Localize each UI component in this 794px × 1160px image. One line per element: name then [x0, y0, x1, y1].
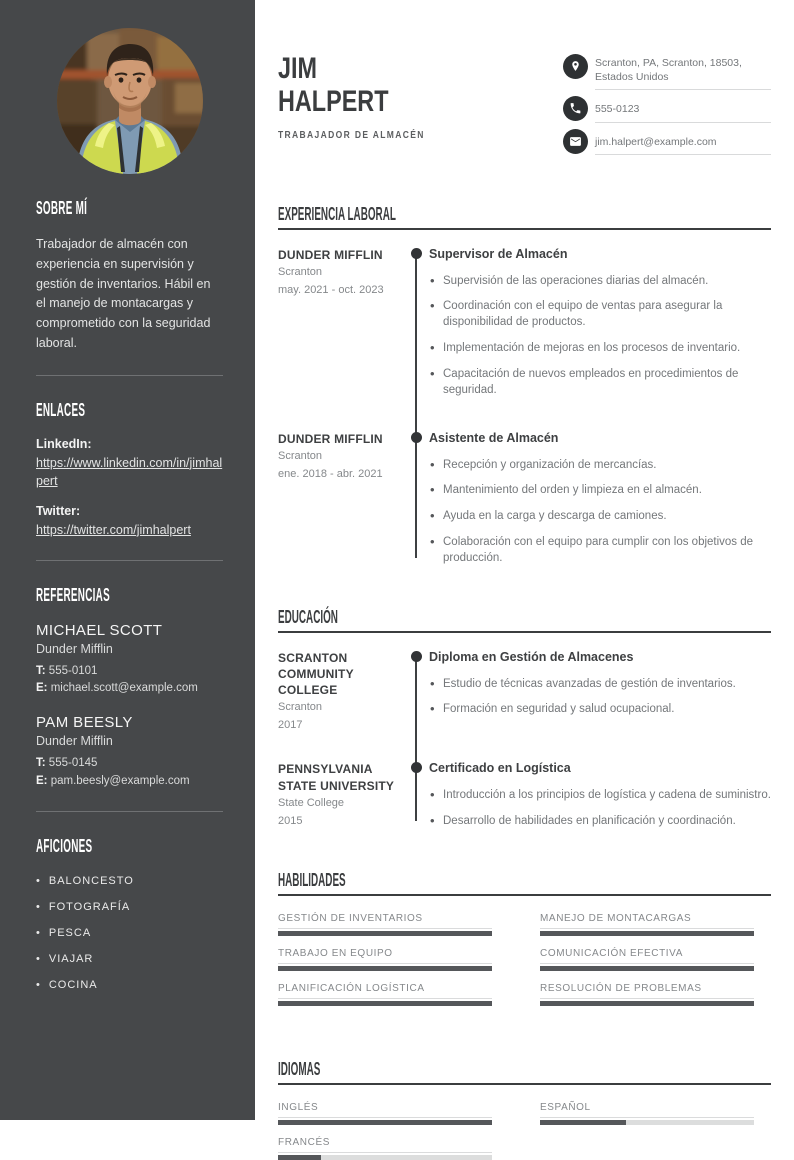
- phone-label: T:: [36, 664, 46, 677]
- company-name: DUNDER MIFFLIN: [278, 431, 383, 446]
- contact-row-location: [563, 54, 771, 90]
- language-bar-fill: [278, 1155, 321, 1160]
- degree-title: Certificado en Logística: [429, 761, 571, 776]
- section-skills: [278, 870, 771, 1006]
- section-experience: [278, 203, 771, 566]
- skill-item: [278, 948, 492, 971]
- skill-bar: [278, 931, 492, 936]
- link-item-twitter: [36, 504, 223, 539]
- skill-label: MANEJO DE MONTACARGAS: [540, 913, 754, 929]
- candidate-name: [278, 52, 451, 118]
- phone-value: 555-0101: [48, 664, 98, 677]
- school-name: SCRANTON COMMUNITY COLLEGE: [278, 650, 354, 698]
- first-name: JIM: [278, 52, 318, 85]
- skill-bar: [278, 1001, 492, 1006]
- language-label: INGLÉS: [278, 1102, 492, 1118]
- bullet-list: [429, 273, 771, 398]
- bullet-item: • Supervisión de las operaciones diarias del almacén.: [429, 273, 771, 289]
- education-heading: EDUCACIÓN: [278, 610, 771, 633]
- entry-meta: [278, 247, 406, 299]
- bullet-item: • Desarrollo de habilidades en planificación y coordinación.: [429, 813, 771, 829]
- entry-body: [429, 761, 771, 829]
- section-education: [278, 606, 771, 829]
- reference-item: [36, 714, 223, 790]
- about-heading: SOBRE MÍ: [36, 198, 88, 218]
- language-bar-fill: [540, 1120, 626, 1125]
- contact-phone-text: 555-0123: [595, 96, 771, 122]
- language-bar: [278, 1155, 492, 1160]
- entry-meta: [278, 431, 406, 483]
- bullet-item: • Capacitación de nuevos empleados en procedimientos de seguridad.: [429, 366, 771, 398]
- hobbies-heading: AFICIONES: [36, 835, 93, 856]
- bullet-list: [429, 787, 771, 829]
- bullet-item: • Introducción a los principios de logística y cadena de suministro.: [429, 787, 771, 803]
- reference-company: Dunder Mifflin: [36, 734, 113, 749]
- location-pin-icon: [563, 54, 588, 79]
- reference-company: Dunder Mifflin: [36, 641, 113, 656]
- reference-phone: [36, 663, 223, 680]
- skills-grid: [278, 913, 771, 1006]
- language-bar: [278, 1120, 492, 1125]
- school-location: Scranton: [278, 701, 323, 714]
- skill-bar-fill: [278, 966, 492, 971]
- links-heading: ENLACES: [36, 399, 86, 420]
- date-range: ene. 2018 - abr. 2021: [278, 467, 383, 480]
- skill-item: [278, 913, 492, 936]
- language-item: [278, 1137, 492, 1160]
- date-range: may. 2021 - oct. 2023: [278, 283, 384, 296]
- skill-item: [540, 913, 754, 936]
- job-title: TRABAJADOR DE ALMACÉN: [278, 130, 425, 141]
- skill-item: [278, 983, 492, 1006]
- languages-heading: IDIOMAS: [278, 1062, 771, 1085]
- bullet-item: • Mantenimiento del orden y limpieza en el almacén.: [429, 482, 771, 498]
- skill-item: [540, 948, 754, 971]
- timeline-dot: [411, 248, 422, 259]
- entry-meta: [278, 650, 406, 734]
- sidebar-section-links: [36, 400, 223, 539]
- language-label: ESPAÑOL: [540, 1102, 754, 1118]
- email-label: E:: [36, 682, 48, 695]
- skill-label: RESOLUCIÓN DE PROBLEMAS: [540, 983, 754, 999]
- phone-icon: [563, 96, 588, 121]
- education-entry: [278, 761, 771, 829]
- reference-phone: [36, 755, 223, 772]
- company-name: DUNDER MIFFLIN: [278, 247, 383, 262]
- sidebar: [0, 0, 255, 1120]
- hobby-item: • COCINA: [36, 979, 223, 991]
- email-value: pam.beesly@example.com: [50, 774, 190, 787]
- contact-row-email: [563, 129, 771, 155]
- skill-label: COMUNICACIÓN EFECTIVA: [540, 948, 754, 964]
- about-text: Trabajador de almacén con experiencia en supervisión y gestión de inventarios. Hábil en el manejo de montacargas y comprometido con la seguridad laboral.: [36, 237, 211, 350]
- skill-bar-fill: [540, 1001, 754, 1006]
- degree-title: Diploma en Gestión de Almacenes: [429, 649, 634, 664]
- bullet-list: [429, 457, 771, 566]
- reference-item: [36, 622, 223, 698]
- graduation-year: 2015: [278, 814, 303, 827]
- reference-name: MICHAEL SCOTT: [36, 621, 163, 639]
- education-entry: [278, 649, 771, 732]
- company-location: Scranton: [278, 265, 323, 278]
- skill-bar-fill: [540, 966, 754, 971]
- hobby-item: • PESCA: [36, 927, 223, 939]
- entry-body: [429, 247, 771, 398]
- hobby-list: [36, 875, 223, 991]
- language-label: FRANCÉS: [278, 1137, 492, 1153]
- skill-bar-fill: [278, 1001, 492, 1006]
- skill-label: PLANIFICACIÓN LOGÍSTICA: [278, 983, 492, 999]
- education-entries: [278, 650, 771, 829]
- sidebar-divider: [36, 811, 223, 812]
- graduation-year: 2017: [278, 719, 303, 732]
- skill-item: [540, 983, 754, 1006]
- twitter-link[interactable]: https://twitter.com/jimhalpert: [36, 522, 191, 537]
- hobby-item: • BALONCESTO: [36, 875, 223, 887]
- reference-email: [36, 680, 223, 697]
- sidebar-divider: [36, 560, 223, 561]
- bullet-item: • Ayuda en la carga y descarga de camiones.: [429, 508, 771, 524]
- sidebar-divider: [36, 375, 223, 376]
- bullet-item: • Implementación de mejoras en los procesos de inventario.: [429, 340, 771, 356]
- sidebar-section-about: [36, 198, 223, 354]
- link-label: Twitter:: [36, 503, 81, 518]
- contact-email-text: jim.halpert@example.com: [595, 129, 771, 155]
- skill-label: TRABAJO EN EQUIPO: [278, 948, 492, 964]
- languages-grid: [278, 1102, 771, 1160]
- position-title: Supervisor de Almacén: [429, 246, 568, 261]
- phone-value: 555-0145: [48, 757, 98, 770]
- email-value: michael.scott@example.com: [50, 682, 198, 695]
- language-item: [540, 1102, 754, 1125]
- contact-block: [563, 54, 771, 161]
- entry-body: [429, 431, 771, 566]
- language-bar-fill: [278, 1120, 492, 1125]
- skills-heading: HABILIDADES: [278, 873, 771, 896]
- hobby-item: • VIAJAR: [36, 953, 223, 965]
- profile-photo: [57, 28, 203, 174]
- hobby-item: • FOTOGRAFÍA: [36, 901, 223, 913]
- experience-heading: EXPERIENCIA LABORAL: [278, 207, 771, 230]
- experience-entries: [278, 247, 771, 566]
- main-content: [255, 0, 794, 1149]
- skill-label: GESTIÓN DE INVENTARIOS: [278, 913, 492, 929]
- phone-label: T:: [36, 757, 46, 770]
- email-label: E:: [36, 774, 48, 787]
- skill-bar: [540, 1001, 754, 1006]
- position-title: Asistente de Almacén: [429, 430, 559, 445]
- bullet-list: [429, 676, 771, 718]
- linkedin-link[interactable]: https://www.linkedin.com/in/jimhalpert: [36, 455, 223, 488]
- skill-bar: [278, 966, 492, 971]
- link-item-linkedin: [36, 437, 223, 490]
- resume-header: [278, 52, 771, 161]
- bullet-item: • Formación en seguridad y salud ocupacional.: [429, 701, 771, 717]
- email-icon: [563, 129, 588, 154]
- skill-bar-fill: [278, 931, 492, 936]
- bullet-item: • Estudio de técnicas avanzadas de gestión de inventarios.: [429, 676, 771, 692]
- bullet-item: • Colaboración con el equipo para cumplir con los objetivos de producción.: [429, 534, 771, 566]
- timeline-dot: [411, 762, 422, 773]
- warehouse-worker-portrait-illustration: [57, 28, 203, 174]
- entry-meta: [278, 761, 406, 829]
- link-label: LinkedIn:: [36, 436, 92, 451]
- skill-bar-fill: [540, 931, 754, 936]
- references-heading: REFERENCIAS: [36, 584, 110, 605]
- language-bar: [540, 1120, 754, 1125]
- contact-location-text: Scranton, PA, Scranton, 18503, Estados Unidos: [595, 54, 771, 90]
- bullet-item: • Coordinación con el equipo de ventas para asegurar la disponibilidad de productos.: [429, 298, 771, 330]
- name-block: [278, 52, 451, 161]
- skill-bar: [540, 966, 754, 971]
- school-location: State College: [278, 796, 345, 809]
- section-languages: [278, 1059, 771, 1160]
- language-item: [278, 1102, 492, 1125]
- contact-row-phone: [563, 96, 771, 122]
- sidebar-section-hobbies: [36, 836, 223, 991]
- last-name: HALPERT: [278, 85, 389, 118]
- timeline-dot: [411, 651, 422, 662]
- entry-body: [429, 650, 771, 718]
- experience-entry: [278, 431, 771, 566]
- reference-name: PAM BEESLY: [36, 714, 133, 732]
- sidebar-section-references: [36, 585, 223, 790]
- company-location: Scranton: [278, 449, 323, 462]
- bullet-item: • Recepción y organización de mercancías.: [429, 457, 771, 473]
- reference-email: [36, 773, 223, 790]
- skill-bar: [540, 931, 754, 936]
- school-name: PENNSYLVANIA STATE UNIVERSITY: [278, 762, 395, 793]
- experience-entry: [278, 247, 771, 398]
- timeline-dot: [411, 432, 422, 443]
